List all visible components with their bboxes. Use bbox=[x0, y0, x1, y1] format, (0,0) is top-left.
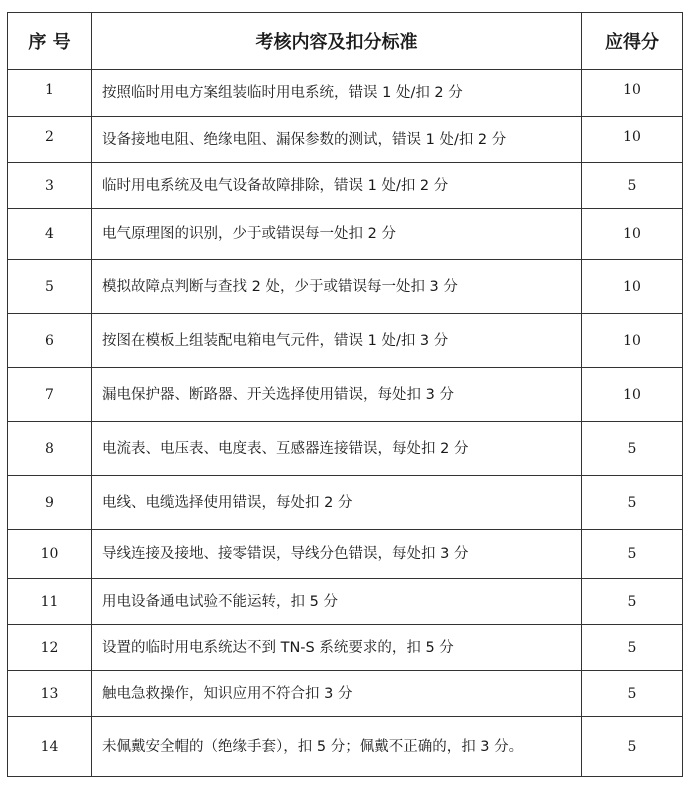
row-number: 9 bbox=[8, 476, 92, 530]
table-row bbox=[8, 625, 683, 671]
row-content: 电气原理图的识别，少于或错误每一处扣 2 分 bbox=[92, 209, 582, 260]
header-content: 考核内容及扣分标准 bbox=[92, 13, 582, 70]
table-row bbox=[8, 717, 683, 777]
row-content: 用电设备通电试验不能运转，扣 5 分 bbox=[92, 579, 582, 625]
row-content: 模拟故障点判断与查找 2 处，少于或错误每一处扣 3 分 bbox=[92, 260, 582, 314]
table-row bbox=[8, 209, 683, 260]
table-row bbox=[8, 314, 683, 368]
row-content: 按图在模板上组装配电箱电气元件，错误 1 处/扣 3 分 bbox=[92, 314, 582, 368]
row-score: 5 bbox=[582, 625, 683, 671]
row-score: 5 bbox=[582, 163, 683, 209]
row-score: 10 bbox=[582, 368, 683, 422]
row-score: 5 bbox=[582, 671, 683, 717]
row-content: 未佩戴安全帽的（绝缘手套），扣 5 分；佩戴不正确的，扣 3 分。 bbox=[92, 717, 582, 777]
table-row bbox=[8, 530, 683, 579]
row-score: 5 bbox=[582, 717, 683, 777]
row-content: 电线、电缆选择使用错误，每处扣 2 分 bbox=[92, 476, 582, 530]
row-number: 6 bbox=[8, 314, 92, 368]
table-row bbox=[8, 422, 683, 476]
row-number: 12 bbox=[8, 625, 92, 671]
header-row bbox=[8, 13, 683, 70]
row-content: 设备接地电阻、绝缘电阻、漏保参数的测试，错误 1 处/扣 2 分 bbox=[92, 117, 582, 163]
row-number: 13 bbox=[8, 671, 92, 717]
table-row bbox=[8, 671, 683, 717]
table-row bbox=[8, 70, 683, 117]
row-number: 8 bbox=[8, 422, 92, 476]
row-score: 10 bbox=[582, 209, 683, 260]
row-number: 14 bbox=[8, 717, 92, 777]
row-number: 10 bbox=[8, 530, 92, 579]
row-number: 1 bbox=[8, 70, 92, 117]
table-row bbox=[8, 476, 683, 530]
row-score: 5 bbox=[582, 530, 683, 579]
row-content: 设置的临时用电系统达不到 TN-S 系统要求的，扣 5 分 bbox=[92, 625, 582, 671]
row-number: 5 bbox=[8, 260, 92, 314]
row-number: 3 bbox=[8, 163, 92, 209]
row-score: 10 bbox=[582, 260, 683, 314]
row-number: 7 bbox=[8, 368, 92, 422]
row-number: 11 bbox=[8, 579, 92, 625]
row-score: 10 bbox=[582, 314, 683, 368]
row-content: 漏电保护器、断路器、开关选择使用错误，每处扣 3 分 bbox=[92, 368, 582, 422]
row-content: 按照临时用电方案组装临时用电系统，错误 1 处/扣 2 分 bbox=[92, 70, 582, 117]
row-content: 临时用电系统及电气设备故障排除，错误 1 处/扣 2 分 bbox=[92, 163, 582, 209]
header-score: 应得分 bbox=[582, 13, 683, 70]
row-content: 触电急救操作，知识应用不符合扣 3 分 bbox=[92, 671, 582, 717]
scoring-table bbox=[7, 12, 683, 777]
row-content: 导线连接及接地、接零错误，导线分色错误，每处扣 3 分 bbox=[92, 530, 582, 579]
row-number: 4 bbox=[8, 209, 92, 260]
table-row bbox=[8, 260, 683, 314]
row-score: 10 bbox=[582, 70, 683, 117]
row-content: 电流表、电压表、电度表、互感器连接错误，每处扣 2 分 bbox=[92, 422, 582, 476]
row-score: 5 bbox=[582, 422, 683, 476]
header-number: 序 号 bbox=[8, 13, 92, 70]
row-score: 5 bbox=[582, 579, 683, 625]
row-score: 5 bbox=[582, 476, 683, 530]
row-number: 2 bbox=[8, 117, 92, 163]
table-row bbox=[8, 368, 683, 422]
table-row bbox=[8, 117, 683, 163]
row-score: 10 bbox=[582, 117, 683, 163]
table-row bbox=[8, 163, 683, 209]
table-row bbox=[8, 579, 683, 625]
